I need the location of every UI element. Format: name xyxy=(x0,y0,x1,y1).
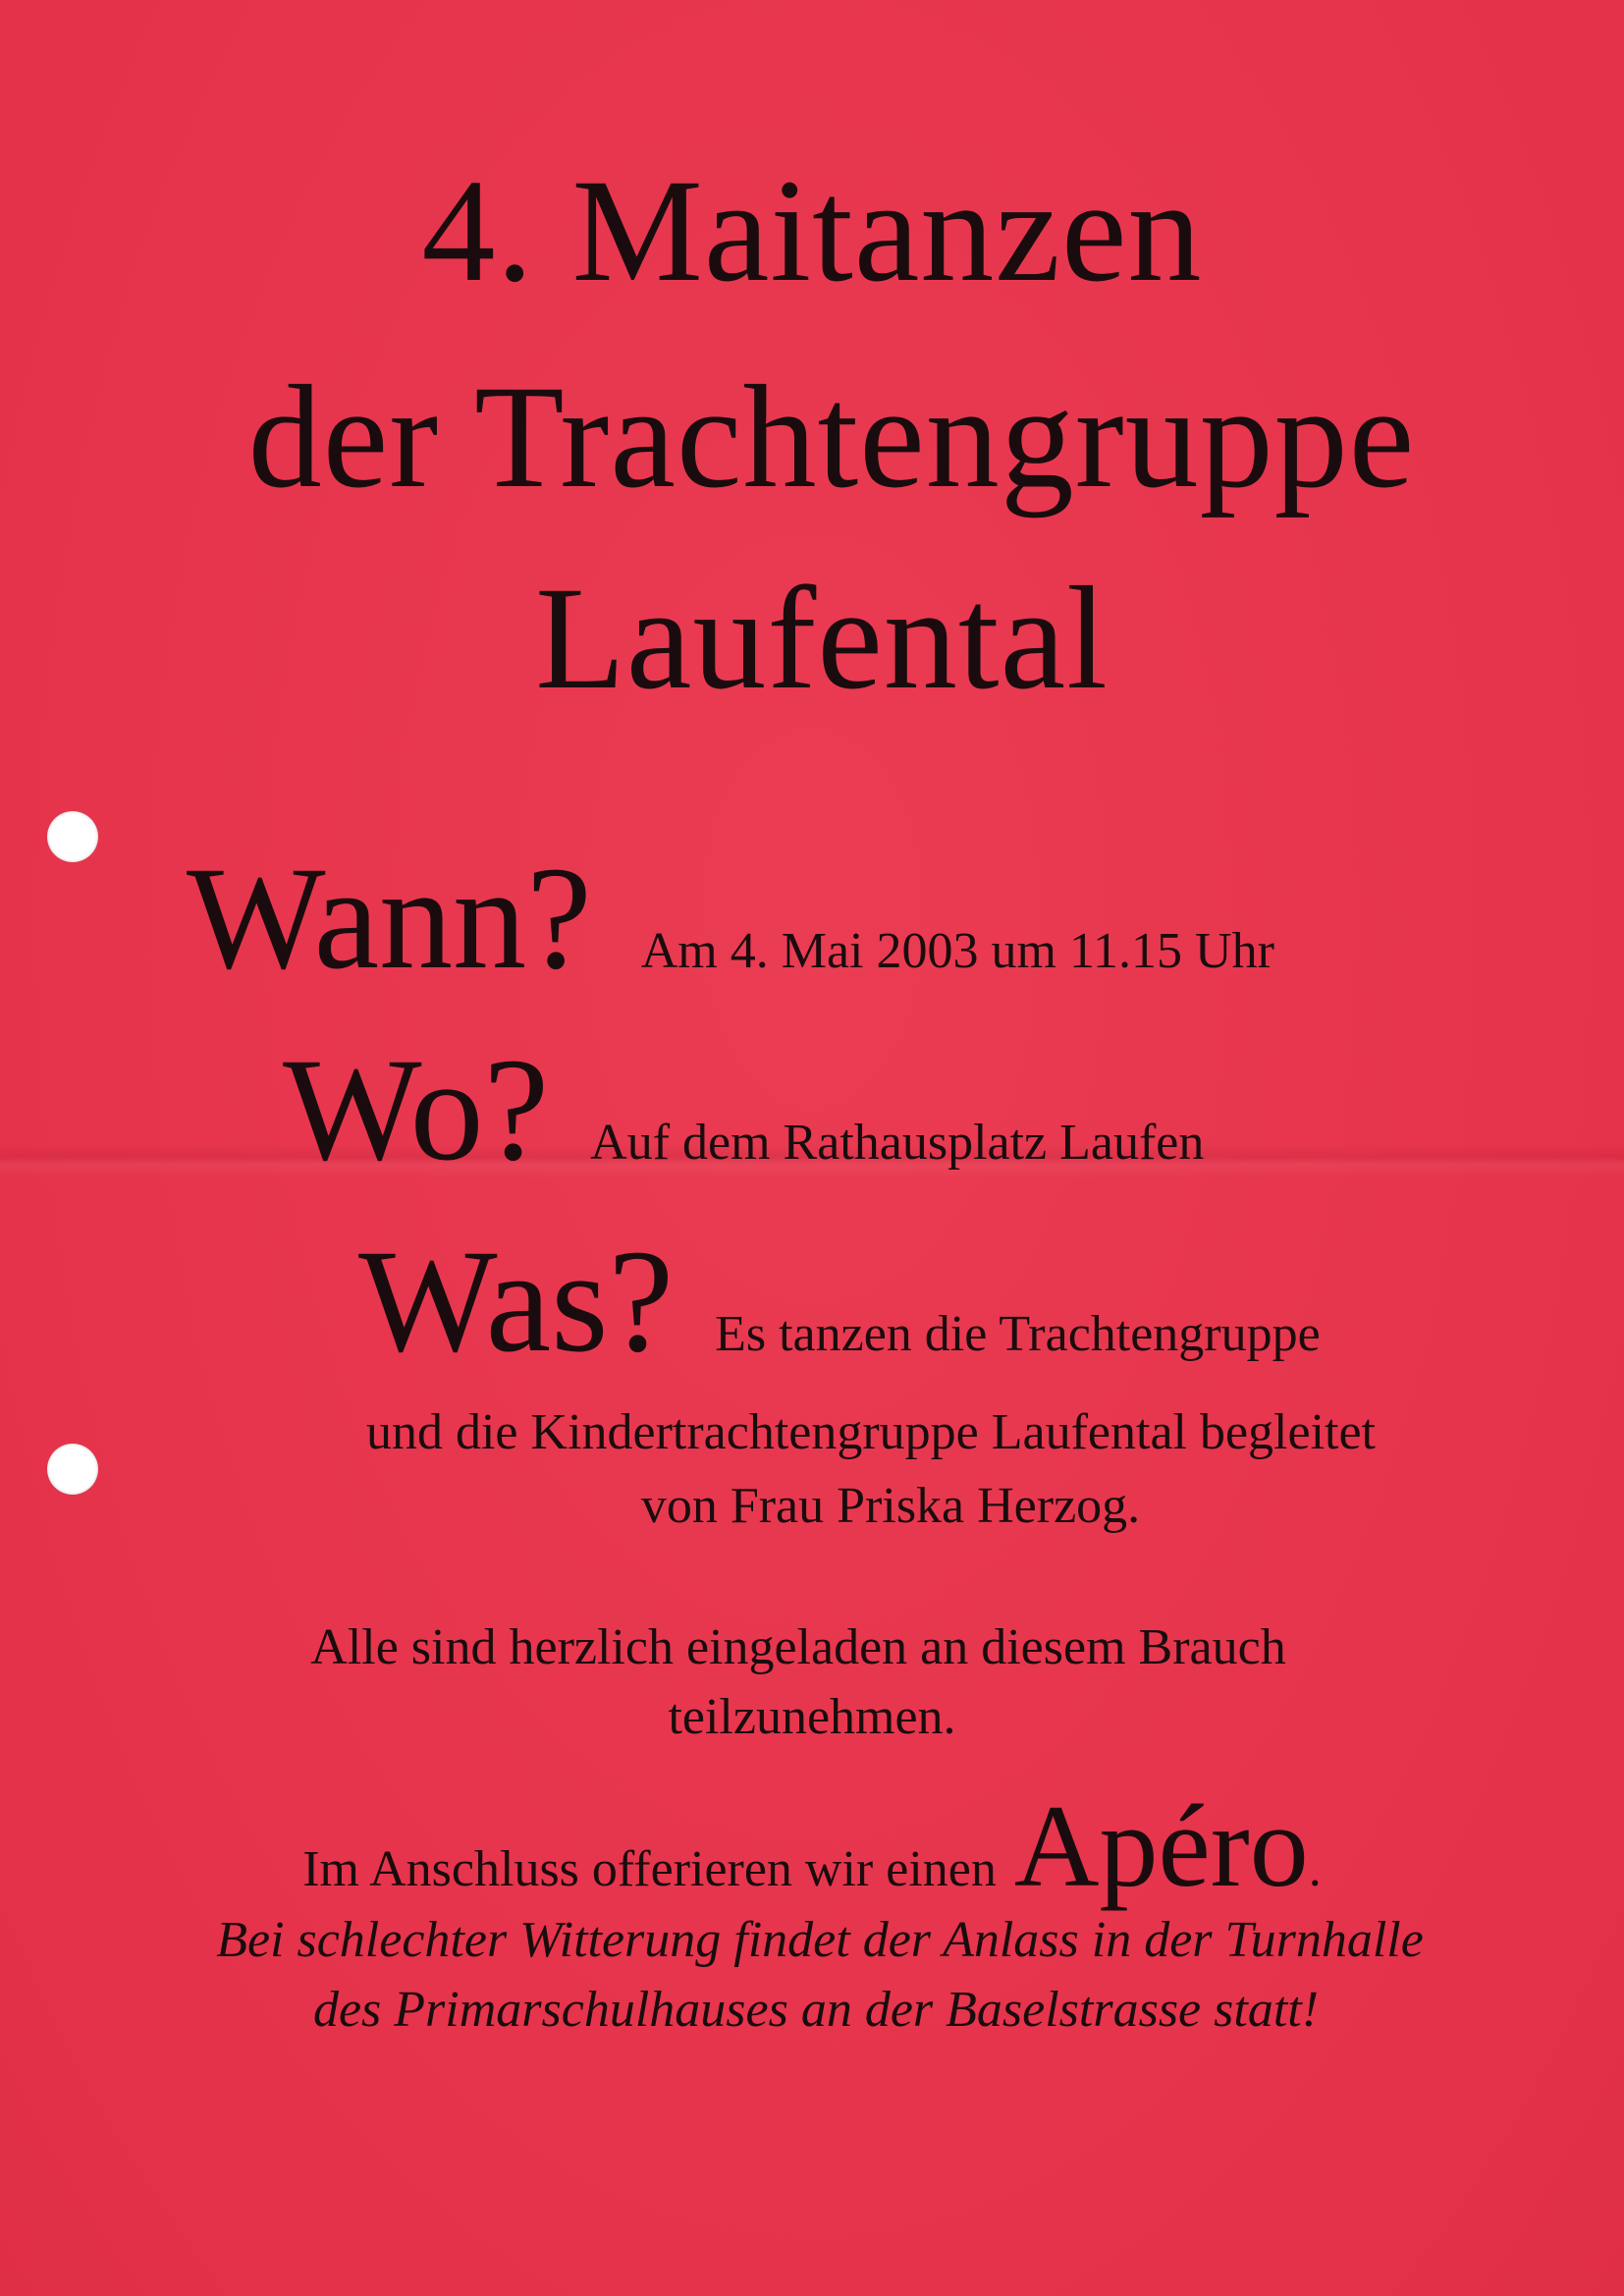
wo-answer: Auf dem Rathausplatz Laufen xyxy=(590,1115,1205,1171)
apero-row xyxy=(0,1780,1624,1911)
title-line-2: der Trachtengruppe xyxy=(247,355,1416,519)
apero-word: Apéro xyxy=(1013,1780,1309,1911)
was-question: Was? xyxy=(358,1220,675,1383)
wann-row xyxy=(187,837,1274,1000)
apero-prefix: Im Anschluss offerieren wir einen xyxy=(302,1841,997,1897)
was-answer-line-1: Es tanzen die Trachtengruppe xyxy=(715,1306,1321,1362)
wann-question: Wann? xyxy=(187,837,592,1000)
title-line-1: 4. Maitanzen xyxy=(421,149,1203,312)
weather-note-line-2: des Primarschulhauses an der Baselstrasse statt! xyxy=(312,1982,1320,2038)
was-answer-line-3: von Frau Priska Herzog. xyxy=(640,1478,1141,1534)
was-answer-line-2: und die Kindertrachtengruppe Laufental begleitet xyxy=(365,1404,1376,1460)
punch-hole-top xyxy=(47,811,98,862)
title-line-3: Laufental xyxy=(535,557,1109,720)
weather-note-line-1: Bei schlechter Witterung findet der Anlass in der Turnhalle xyxy=(216,1912,1424,1968)
apero-suffix: . xyxy=(1308,1841,1322,1897)
was-row xyxy=(358,1220,1321,1383)
invitation-line-1: Alle sind herzlich eingeladen an diesem Brauch xyxy=(310,1619,1286,1675)
wo-row xyxy=(283,1028,1205,1191)
invitation-line-2: teilzunehmen. xyxy=(668,1689,956,1745)
wo-question: Wo? xyxy=(283,1028,550,1191)
wann-answer: Am 4. Mai 2003 um 11.15 Uhr xyxy=(640,923,1274,979)
